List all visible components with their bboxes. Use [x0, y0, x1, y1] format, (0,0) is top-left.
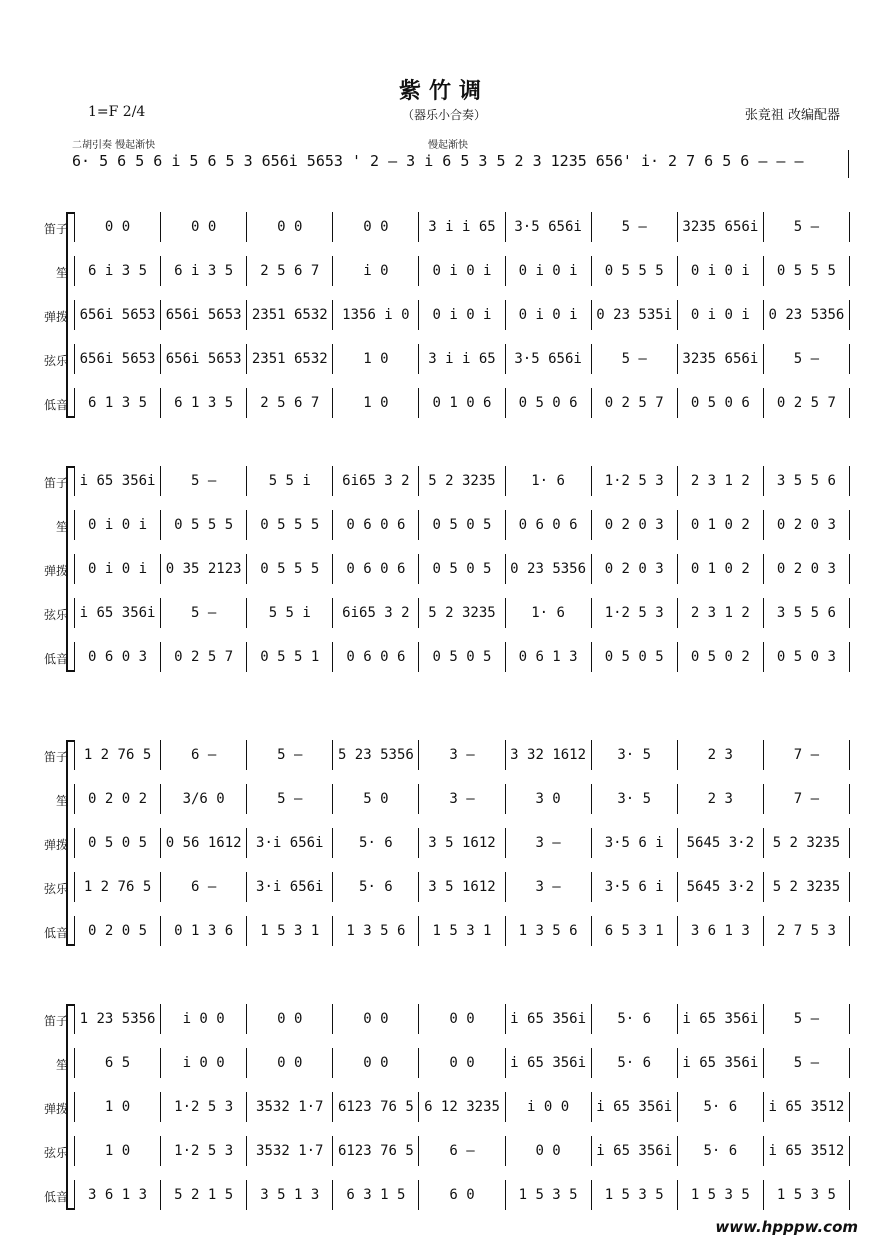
- instrument-row: [0, 466, 888, 496]
- measure: 3 5 5 6: [764, 598, 850, 628]
- measure: 6i65 3 2: [333, 466, 419, 496]
- measure: 1·2 5 3: [592, 598, 678, 628]
- measure-list: [74, 256, 850, 286]
- instrument-label: 低音: [43, 1190, 68, 1204]
- measure: 3 5 1 3: [247, 1180, 333, 1210]
- measure-list: [74, 642, 850, 672]
- measure: 0 0: [247, 1048, 333, 1078]
- measure: 6 —: [419, 1136, 505, 1166]
- measure: 6 —: [161, 740, 247, 770]
- measure: 6 5: [74, 1048, 161, 1078]
- measure: 0 5 5 5: [764, 256, 850, 286]
- measure: 3 i i 65: [419, 344, 505, 374]
- measure: 1 3 5 6: [333, 916, 419, 946]
- measure: 3·i 656i: [247, 872, 333, 902]
- measure: 5 2 3235: [764, 828, 850, 858]
- instrument-label: 低音: [43, 926, 68, 940]
- measure: 0 56 1612: [161, 828, 247, 858]
- measure: 0 2 0 2: [74, 784, 161, 814]
- measure: 0 5 0 3: [764, 642, 850, 672]
- measure: 2351 6532: [247, 344, 333, 374]
- measure: 1 5 3 1: [247, 916, 333, 946]
- measure: 5 —: [161, 466, 247, 496]
- measure: 0 6 0 6: [333, 510, 419, 540]
- measure: 0 0: [419, 1048, 505, 1078]
- measure: 0 2 5 7: [161, 642, 247, 672]
- measure: 0 6 1 3: [506, 642, 592, 672]
- measure: 0 2 0 3: [592, 554, 678, 584]
- measure: 3·5 6 i: [592, 828, 678, 858]
- instrument-row: [0, 300, 888, 330]
- measure: 0 5 5 5: [592, 256, 678, 286]
- measure: 0 i 0 i: [678, 256, 764, 286]
- measure: i 65 356i: [678, 1048, 764, 1078]
- measure: 0 5 0 5: [419, 554, 505, 584]
- measure: 3·5 656i: [506, 344, 592, 374]
- score-system: [0, 740, 888, 960]
- instrument-row: [0, 256, 888, 286]
- measure: 1 5 3 5: [592, 1180, 678, 1210]
- instrument-row: [0, 212, 888, 242]
- measure-list: [74, 784, 850, 814]
- measure: 0 0: [506, 1136, 592, 1166]
- measure: 5 —: [247, 740, 333, 770]
- instrument-label: 笙: [55, 520, 68, 534]
- measure: 3· 5: [592, 740, 678, 770]
- intro-barline: [848, 150, 849, 178]
- measure: 1 5 3 5: [764, 1180, 850, 1210]
- measure: 0 0: [333, 1048, 419, 1078]
- measure: 3 32 1612: [506, 740, 592, 770]
- measure: i 0 0: [161, 1004, 247, 1034]
- instrument-label: 笛子: [43, 750, 68, 764]
- measure: 0 1 3 6: [161, 916, 247, 946]
- measure: 1 0: [333, 388, 419, 418]
- measure: 0 1 0 2: [678, 510, 764, 540]
- measure-list: [74, 388, 850, 418]
- measure: i 65 356i: [74, 466, 161, 496]
- instrument-row: [0, 1180, 888, 1210]
- measure: 0 i 0 i: [678, 300, 764, 330]
- measure: 5 —: [247, 784, 333, 814]
- measure: 5· 6: [592, 1048, 678, 1078]
- measure: 0 5 0 2: [678, 642, 764, 672]
- measure: 0 0: [74, 212, 161, 242]
- measure: 1 5 3 5: [506, 1180, 592, 1210]
- measure: 1 5 3 1: [419, 916, 505, 946]
- measure: 2 3: [678, 784, 764, 814]
- measure-list: [74, 554, 850, 584]
- instrument-label: 低音: [43, 652, 68, 666]
- measure: i 0 0: [161, 1048, 247, 1078]
- measure: 0 2 5 7: [592, 388, 678, 418]
- measure: 1 0: [74, 1092, 161, 1122]
- measure: i 65 356i: [506, 1048, 592, 1078]
- instrument-row: [0, 1092, 888, 1122]
- measure: 1 0: [333, 344, 419, 374]
- measure: 5· 6: [678, 1092, 764, 1122]
- measure-list: [74, 212, 850, 242]
- intro-line: 6· 5 6 5 6 i 5 6 5 3 656i 5653 ' 2 — 3 i 6 5 3 5 2 3 1235 656' i· 2 7 6 5 6 — — —: [72, 152, 804, 170]
- measure: 0 2 0 5: [74, 916, 161, 946]
- measure: 1·2 5 3: [161, 1136, 247, 1166]
- measure: 0 23 535i: [592, 300, 678, 330]
- measure: 0 23 5356: [764, 300, 850, 330]
- measure: 5645 3·2: [678, 828, 764, 858]
- measure: 3 6 1 3: [678, 916, 764, 946]
- measure: 6123 76 5: [333, 1092, 419, 1122]
- measure: 3 —: [419, 740, 505, 770]
- measure: 3/6 0: [161, 784, 247, 814]
- measure: 2 3 1 2: [678, 598, 764, 628]
- instrument-label: 弦乐: [43, 354, 68, 368]
- measure: 3532 1·7: [247, 1092, 333, 1122]
- score-system: [0, 466, 888, 686]
- measure: 0 0: [247, 1004, 333, 1034]
- measure-list: [74, 344, 850, 374]
- measure: 5 2 3235: [419, 466, 505, 496]
- measure-list: [74, 1004, 850, 1034]
- measure: 2 3: [678, 740, 764, 770]
- measure: 5 2 3235: [419, 598, 505, 628]
- measure: i 65 356i: [592, 1136, 678, 1166]
- measure: 0 i 0 i: [74, 510, 161, 540]
- measure: 5· 6: [678, 1136, 764, 1166]
- measure: 0 5 5 5: [161, 510, 247, 540]
- measure: 3·5 656i: [506, 212, 592, 242]
- measure-list: [74, 1092, 850, 1122]
- measure: i 65 356i: [74, 598, 161, 628]
- instrument-label: 弹拨: [43, 838, 68, 852]
- measure: 0 i 0 i: [506, 300, 592, 330]
- measure: 6 1 3 5: [74, 388, 161, 418]
- measure: 0 5 0 6: [506, 388, 592, 418]
- measure: 6 12 3235: [419, 1092, 505, 1122]
- instrument-row: [0, 1048, 888, 1078]
- measure: i 65 356i: [678, 1004, 764, 1034]
- instrument-row: [0, 740, 888, 770]
- measure: 656i 5653: [74, 344, 161, 374]
- instrument-row: [0, 872, 888, 902]
- measure: 2 7 5 3: [764, 916, 850, 946]
- instrument-row: [0, 510, 888, 540]
- arranger-credit: 张竟祖 改编配器: [744, 108, 840, 123]
- measure-list: [74, 1048, 850, 1078]
- measure: 1· 6: [506, 598, 592, 628]
- measure: 0 6 0 6: [333, 554, 419, 584]
- measure: 5 2 3235: [764, 872, 850, 902]
- measure: 1 2 76 5: [74, 740, 161, 770]
- measure: 6 0: [419, 1180, 505, 1210]
- measure: i 65 3512: [764, 1092, 850, 1122]
- measure: 7 —: [764, 740, 850, 770]
- measure: 0 2 0 3: [764, 510, 850, 540]
- measure: 0 i 0 i: [506, 256, 592, 286]
- measure: 3 5 1612: [419, 872, 505, 902]
- measure: 3 5 1612: [419, 828, 505, 858]
- instrument-label: 弹拨: [43, 564, 68, 578]
- measure: 0 5 5 1: [247, 642, 333, 672]
- measure: 0 5 0 5: [74, 828, 161, 858]
- measure: 3· 5: [592, 784, 678, 814]
- instrument-label: 弦乐: [43, 882, 68, 896]
- measure: 2 5 6 7: [247, 256, 333, 286]
- instrument-label: 笛子: [43, 222, 68, 236]
- measure: 6 i 3 5: [74, 256, 161, 286]
- measure: 5 23 5356: [333, 740, 419, 770]
- measure-list: [74, 828, 850, 858]
- measure: 1356 i 0: [333, 300, 419, 330]
- measure: 3 0: [506, 784, 592, 814]
- measure: 5 —: [592, 344, 678, 374]
- measure: 656i 5653: [161, 300, 247, 330]
- measure: 0 5 0 6: [678, 388, 764, 418]
- measure: 5 5 i: [247, 466, 333, 496]
- measure: 0 2 0 3: [592, 510, 678, 540]
- measure-list: [74, 598, 850, 628]
- measure: 0 6 0 6: [506, 510, 592, 540]
- instrument-row: [0, 598, 888, 628]
- instrument-label: 笛子: [43, 476, 68, 490]
- measure: 0 0: [333, 1004, 419, 1034]
- measure: 6 i 3 5: [161, 256, 247, 286]
- score-subtitle: （器乐小合奏）: [401, 108, 486, 122]
- measure: 3235 656i: [678, 212, 764, 242]
- instrument-label: 笙: [55, 1058, 68, 1072]
- measure: 3 —: [506, 872, 592, 902]
- instrument-row: [0, 784, 888, 814]
- key-time-signature: 1=F 2/4: [88, 104, 146, 120]
- measure: 5· 6: [592, 1004, 678, 1034]
- instrument-row: [0, 554, 888, 584]
- measure: 0 0: [419, 1004, 505, 1034]
- measure: 3 6 1 3: [74, 1180, 161, 1210]
- measure: 5645 3·2: [678, 872, 764, 902]
- measure: i 0 0: [506, 1092, 592, 1122]
- instrument-row: [0, 344, 888, 374]
- measure: 1 5 3 5: [678, 1180, 764, 1210]
- measure: 0 2 0 3: [764, 554, 850, 584]
- measure-list: [74, 740, 850, 770]
- measure: 0 2 5 7: [764, 388, 850, 418]
- measure: 5 2 1 5: [161, 1180, 247, 1210]
- instrument-label: 弹拨: [43, 310, 68, 324]
- measure: 0 23 5356: [506, 554, 592, 584]
- measure: i 65 3512: [764, 1136, 850, 1166]
- watermark: www.hpppw.com: [715, 1218, 858, 1236]
- measure-list: [74, 916, 850, 946]
- instrument-label: 笙: [55, 266, 68, 280]
- measure: 0 0: [247, 212, 333, 242]
- measure: 1 23 5356: [74, 1004, 161, 1034]
- measure: 2 3 1 2: [678, 466, 764, 496]
- instrument-label: 弦乐: [43, 1146, 68, 1160]
- measure: 3532 1·7: [247, 1136, 333, 1166]
- measure: 5 —: [764, 344, 850, 374]
- measure: 7 —: [764, 784, 850, 814]
- measure: i 65 356i: [506, 1004, 592, 1034]
- measure: 1· 6: [506, 466, 592, 496]
- instrument-label: 笛子: [43, 1014, 68, 1028]
- instrument-row: [0, 1004, 888, 1034]
- measure: 1 2 76 5: [74, 872, 161, 902]
- measure: 0 i 0 i: [419, 256, 505, 286]
- measure: 0 6 0 6: [333, 642, 419, 672]
- measure: 6123 76 5: [333, 1136, 419, 1166]
- measure: 6 5 3 1: [592, 916, 678, 946]
- score-system: [0, 1004, 888, 1224]
- measure: 5· 6: [333, 872, 419, 902]
- measure: 0 i 0 i: [419, 300, 505, 330]
- instrument-row: [0, 642, 888, 672]
- measure: 0 5 0 5: [419, 510, 505, 540]
- measure: 0 5 5 5: [247, 554, 333, 584]
- measure-list: [74, 466, 850, 496]
- measure-list: [74, 510, 850, 540]
- measure-list: [74, 1136, 850, 1166]
- instrument-row: [0, 828, 888, 858]
- instrument-row: [0, 388, 888, 418]
- measure: 0 5 5 5: [247, 510, 333, 540]
- measure: 0 0: [333, 212, 419, 242]
- measure: 0 1 0 6: [419, 388, 505, 418]
- measure: 5 5 i: [247, 598, 333, 628]
- measure: 1 3 5 6: [506, 916, 592, 946]
- measure: 3235 656i: [678, 344, 764, 374]
- measure: 6 3 1 5: [333, 1180, 419, 1210]
- measure: 2 5 6 7: [247, 388, 333, 418]
- instrument-label: 低音: [43, 398, 68, 412]
- measure: 6i65 3 2: [333, 598, 419, 628]
- instrument-label: 弹拨: [43, 1102, 68, 1116]
- measure: 1·2 5 3: [592, 466, 678, 496]
- instrument-row: [0, 916, 888, 946]
- measure-list: [74, 1180, 850, 1210]
- measure: 5· 6: [333, 828, 419, 858]
- measure: 1·2 5 3: [161, 1092, 247, 1122]
- measure: 3·i 656i: [247, 828, 333, 858]
- measure: 3 —: [419, 784, 505, 814]
- measure: i 0: [333, 256, 419, 286]
- measure: 3 5 5 6: [764, 466, 850, 496]
- measure-list: [74, 872, 850, 902]
- measure: 0 5 0 5: [592, 642, 678, 672]
- measure: 0 6 0 3: [74, 642, 161, 672]
- measure: 5 —: [764, 212, 850, 242]
- measure: 5 —: [161, 598, 247, 628]
- measure: 0 i 0 i: [74, 554, 161, 584]
- measure: 0 1 0 2: [678, 554, 764, 584]
- measure: 656i 5653: [74, 300, 161, 330]
- measure: 3 —: [506, 828, 592, 858]
- measure: 5 —: [764, 1048, 850, 1078]
- measure: 1 0: [74, 1136, 161, 1166]
- instrument-row: [0, 1136, 888, 1166]
- measure: 656i 5653: [161, 344, 247, 374]
- measure: 5 —: [592, 212, 678, 242]
- score-system: [0, 212, 888, 432]
- measure: 6 1 3 5: [161, 388, 247, 418]
- instrument-label: 笙: [55, 794, 68, 808]
- intro-marking-2: 慢起渐快: [428, 140, 468, 151]
- measure: 3·5 6 i: [592, 872, 678, 902]
- score-title: 紫竹调: [398, 78, 489, 104]
- measure: 0 5 0 5: [419, 642, 505, 672]
- measure: 2351 6532: [247, 300, 333, 330]
- instrument-label: 弦乐: [43, 608, 68, 622]
- measure: 0 0: [161, 212, 247, 242]
- measure: 5 —: [764, 1004, 850, 1034]
- measure-list: [74, 300, 850, 330]
- measure: 0 35 2123: [161, 554, 247, 584]
- measure: 6 —: [161, 872, 247, 902]
- measure: 5 0: [333, 784, 419, 814]
- measure: i 65 356i: [592, 1092, 678, 1122]
- intro-marking: 二胡引奏 慢起渐快: [72, 140, 156, 151]
- measure: 3 i i 65: [419, 212, 505, 242]
